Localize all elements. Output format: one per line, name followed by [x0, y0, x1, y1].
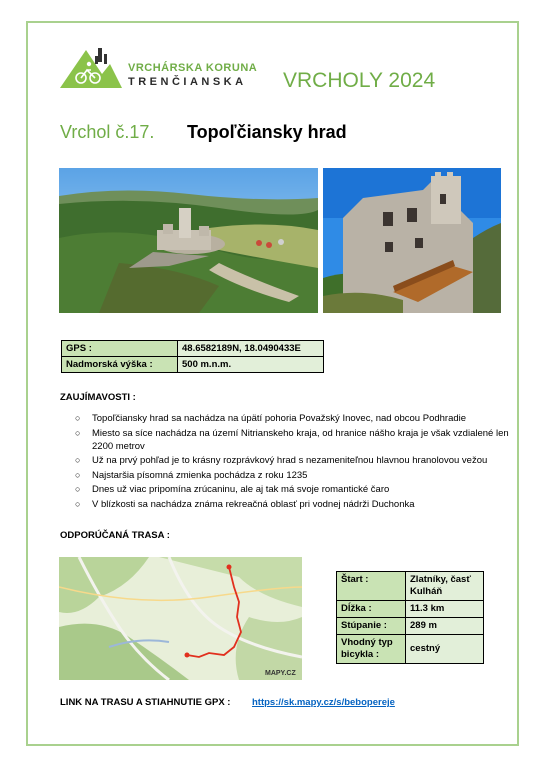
list-item: ○ Topoľčiansky hrad sa nachádza na úpätí pohoria Považský Inovec, nad obcou Podhradie [75, 413, 467, 424]
map-watermark: MAPY.CZ [265, 670, 296, 677]
list-item: ○ Miesto sa síce nachádza na území Nitrianskeho kraja, od hranice nášho kraja je však vzdialené len 2200 metrov [75, 427, 509, 452]
route-table [336, 571, 484, 664]
gps-row [62, 341, 324, 357]
bike-type-label: Vhodný typ bicykla : [337, 635, 406, 664]
gpx-route-link[interactable]: https://sk.mapy.cz/s/bebopereje [252, 697, 395, 708]
altitude-value: 500 m.n.m. [178, 357, 324, 373]
start-value: Zlatníky, časť Kulháň [406, 572, 484, 601]
length-value: 11.3 km [406, 601, 484, 618]
summit-name: Topoľčiansky hrad [187, 122, 347, 142]
logo-line-1: VRCHÁRSKA KORUNA [128, 62, 258, 74]
castle-aerial-photo [59, 168, 318, 313]
season-title: VRCHOLY 2024 [283, 69, 436, 92]
table-row [337, 601, 484, 618]
bullet-icon: ○ [75, 498, 81, 509]
gps-value: 48.6582189N, 18.0490433E [178, 341, 324, 357]
bullet-icon: ○ [75, 455, 81, 465]
table-row [337, 618, 484, 635]
ascent-value: 289 m [406, 618, 484, 635]
list-item: ○ Už na prvý pohľad je to krásny rozprávkový hrad s nezameniteľnou hlavnou hranolovou vežou [75, 455, 488, 466]
castle-ruin-photo [323, 168, 501, 313]
altitude-row [62, 357, 324, 373]
bullet-icon: ○ [75, 413, 81, 423]
table-row [337, 572, 484, 601]
route-heading: ODPORÚČANÁ TRASA : [60, 530, 170, 541]
logo-line-2: TRENČIANSKA [128, 76, 247, 88]
altitude-label: Nadmorská výška : [62, 357, 178, 373]
table-row [337, 635, 484, 664]
interests-list [70, 412, 518, 512]
route-map[interactable] [59, 557, 302, 680]
list-item: ○ V blízkosti sa nachádza známa rekreačná oblasť pri vodnej nádrži Duchonka [75, 498, 415, 510]
summit-number: Vrchol č.17. [60, 122, 155, 142]
bullet-icon: ○ [75, 427, 81, 438]
ascent-label: Stúpanie : [337, 618, 406, 635]
bike-type-value: cestný [406, 635, 484, 664]
bullet-icon: ○ [75, 469, 81, 480]
bullet-icon: ○ [75, 484, 81, 494]
link-label: LINK NA TRASU A STIAHNUTIE GPX : [60, 697, 231, 708]
logo-mountain-cyclist-icon [60, 44, 122, 88]
list-item: ○ Najstaršia písomná zmienka pochádza z roku 1235 [75, 469, 308, 481]
start-label: Štart : [337, 572, 406, 601]
gps-table [61, 340, 324, 373]
gps-label: GPS : [62, 341, 178, 357]
list-item: ○ Dnes už viac pripomína zrúcaninu, ale aj tak má svoje romantické čaro [75, 484, 390, 495]
interests-heading: ZAUJÍMAVOSTI : [60, 392, 136, 403]
length-label: Dĺžka : [337, 601, 406, 618]
